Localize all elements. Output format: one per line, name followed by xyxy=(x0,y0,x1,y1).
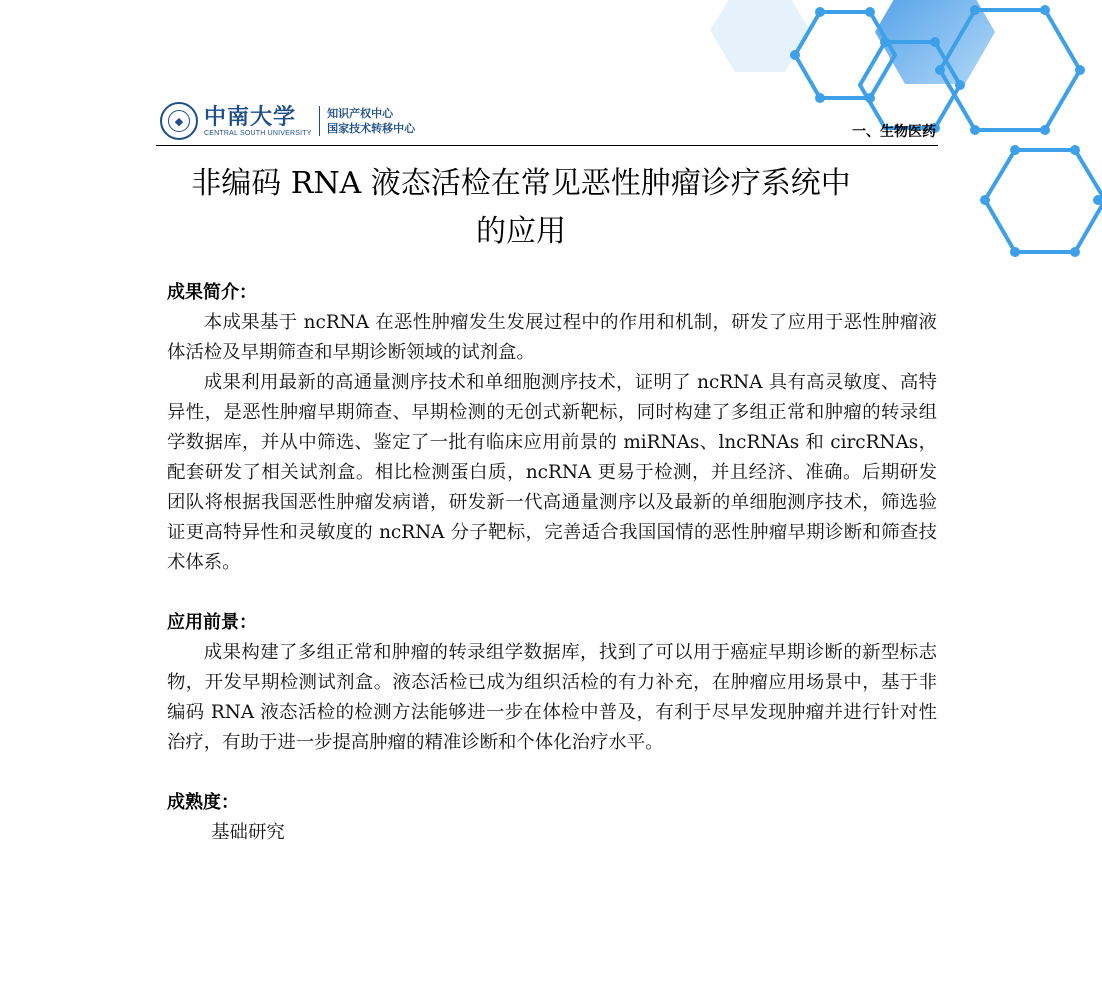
summary-paragraph-2: 成果利用最新的高通量测序技术和单细胞测序技术，证明了 ncRNA 具有高灵敏度、高特异性，是恶性肿瘤早期筛查、早期检测的无创式新靶标，同时构建了多组正常和肿瘤的转录组学数据库，并从中筛选、鉴定了一批有临床应用前景的 miRNAs、lncRNAs 和 circRNAs，配套研发了相关试剂盒。相比检测蛋白质，ncRNA 更易于检测，并且经济、准确。后期研发团队将根据我国恶性肿瘤发病谱，研发新一代高通量测序以及最新的单细胞测序技术，筛选验证更高特异性和灵敏度的 ncRNA 分子靶标，完善适合我国国情的恶性肿瘤早期诊断和筛查技术体系。 xyxy=(167,372,937,573)
document-body xyxy=(167,278,937,848)
title-line-2: 的应用 xyxy=(476,214,566,249)
dept-line-2: 国家技术转移中心 xyxy=(327,122,416,135)
title-line-1: 非编码 RNA 液态活检在常见恶性肿瘤诊疗系统中 xyxy=(191,166,851,201)
header-divider xyxy=(156,145,938,146)
category-label: 一、生物医药 xyxy=(852,124,936,140)
faint-hexagon xyxy=(710,0,810,72)
summary-heading: 成果简介： xyxy=(167,282,257,303)
maturity-value: 基础研究 xyxy=(211,822,285,843)
prospect-paragraph: 成果构建了多组正常和肿瘤的转录组学数据库，找到了可以用于癌症早期诊断的新型标志物，开发早期检测试剂盒。液态活检已成为组织活检的有力补充，在肿瘤应用场景中，基于非编码 RNA 液态活检的检测方法能够进一步在体检中普及，有利于尽早发现肿瘤并进行针对性治疗，有助于进一步提高肿瘤的精准诊断和个体化治疗水平。 xyxy=(167,642,937,753)
hexagon-outline xyxy=(985,150,1102,252)
university-logo xyxy=(160,100,415,142)
logo-separator xyxy=(319,106,321,136)
maturity-heading: 成熟度： xyxy=(167,792,239,813)
university-seal-icon: ◆ xyxy=(160,102,198,140)
document-title xyxy=(160,160,882,256)
logo-english-name: CENTRAL SOUTH UNIVERSITY xyxy=(204,129,312,137)
section-gap xyxy=(167,758,937,788)
dept-line-1: 知识产权中心 xyxy=(327,107,394,120)
prospect-heading: 应用前景： xyxy=(167,612,257,633)
logo-chinese-name: 中南大学 xyxy=(204,103,297,130)
section-gap xyxy=(167,578,937,608)
summary-paragraph-1: 本成果基于 ncRNA 在恶性肿瘤发生发展过程中的作用和机制，研发了应用于恶性肿瘤液体活检及早期筛查和早期诊断领域的试剂盒。 xyxy=(167,312,937,363)
